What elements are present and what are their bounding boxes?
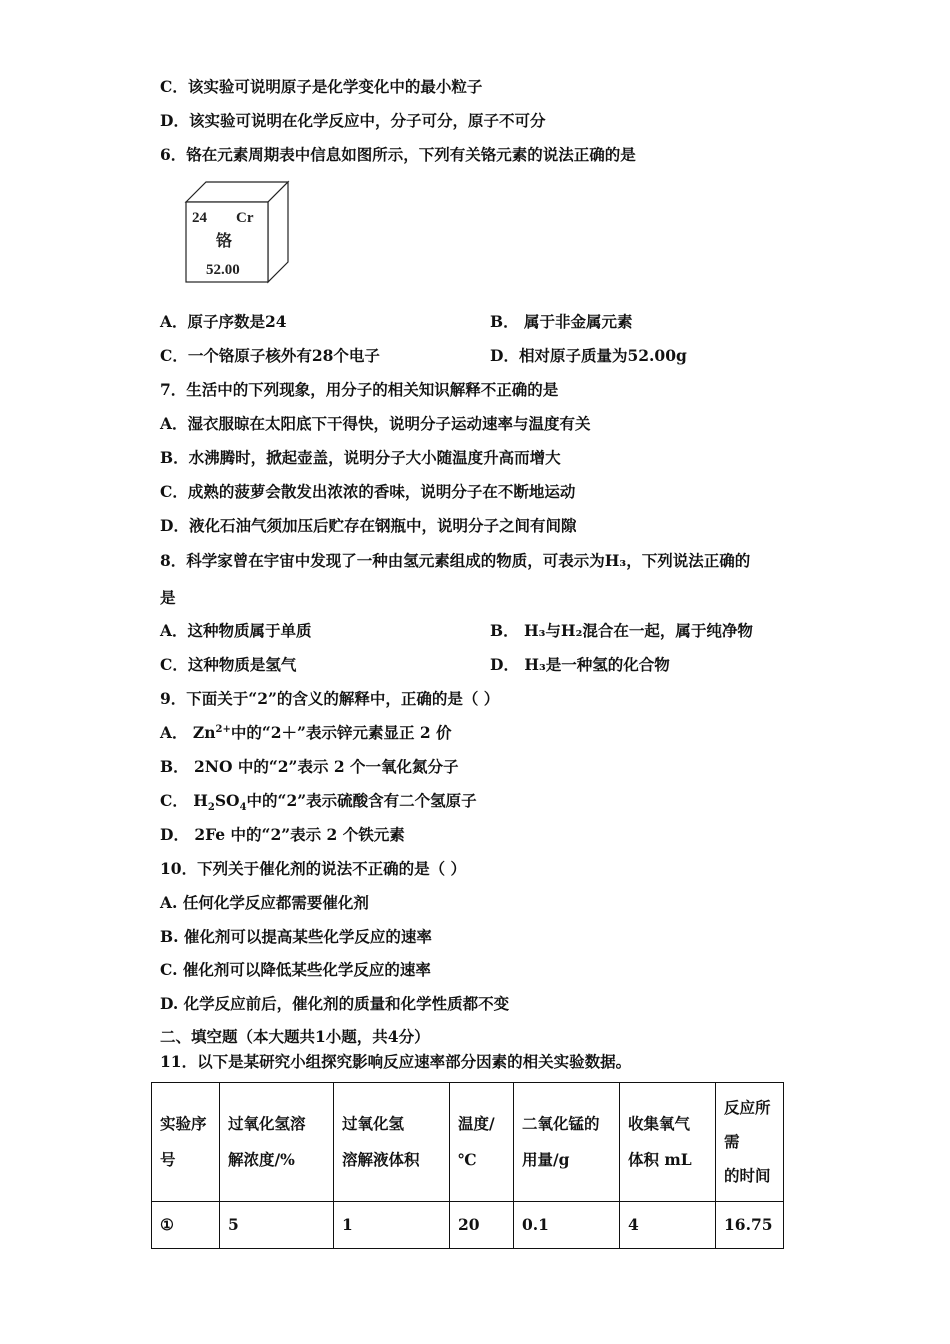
q8-option-d: D． H₃是一种氢的化合物 bbox=[490, 655, 670, 674]
q9-option-c bbox=[160, 791, 477, 814]
q9c-sub-2: 2 bbox=[207, 802, 215, 814]
table-header-cell: 过氧化氢 溶解液体积 bbox=[334, 1083, 450, 1202]
q6-option-b: B． 属于非金属元素 bbox=[490, 312, 633, 331]
element-symbol: Cr bbox=[236, 210, 254, 226]
table-cell: ① bbox=[152, 1202, 220, 1249]
table-cell: 1 bbox=[334, 1202, 450, 1249]
table-cell: 20 bbox=[450, 1202, 514, 1249]
table-header-row bbox=[152, 1083, 784, 1202]
q10-option-d: D. 化学反应前后，催化剂的质量和化学性质都不变 bbox=[160, 994, 510, 1013]
q6-option-c: C．一个铬原子核外有28个电子 bbox=[160, 346, 380, 365]
q7-option-d: D．液化石油气须加压后贮存在钢瓶中，说明分子之间有间隙 bbox=[160, 516, 577, 535]
q6-option-a: A．原子序数是24 bbox=[160, 312, 287, 331]
q9c-sub-4: 4 bbox=[239, 802, 247, 814]
q9c-text: 中的“2”表示硫酸含有二个氢原子 bbox=[246, 791, 477, 810]
q8-option-a: A．这种物质属于单质 bbox=[160, 621, 312, 640]
table-header-cell: 实验序 号 bbox=[152, 1083, 220, 1202]
q7-option-a: A．湿衣服晾在太阳底下干得快，说明分子运动速率与温度有关 bbox=[160, 414, 591, 433]
q9c-so: SO bbox=[214, 791, 240, 810]
table-row bbox=[152, 1202, 784, 1249]
q9c-prefix: C． H bbox=[160, 791, 208, 810]
table-cell: 5 bbox=[220, 1202, 334, 1249]
q9-stem: 9．下面关于“2”的含义的解释中，正确的是（ ） bbox=[160, 689, 500, 708]
q10-option-c: C. 催化剂可以降低某些化学反应的速率 bbox=[160, 960, 431, 979]
table-cell: 4 bbox=[620, 1202, 716, 1249]
q10-stem: 10．下列关于催化剂的说法不正确的是（ ） bbox=[160, 859, 466, 878]
experiment-data-table bbox=[151, 1082, 784, 1249]
q9a-prefix: A． Zn bbox=[160, 723, 216, 742]
q6-option-d: D．相对原子质量为52.00g bbox=[490, 346, 687, 365]
q8-stem-continued: 是 bbox=[160, 588, 176, 607]
q8-stem: 8．科学家曾在宇宙中发现了一种由氢元素组成的物质，可表示为H₃，下列说法正确的 bbox=[160, 551, 751, 570]
q10-option-b: B. 催化剂可以提高某些化学反应的速率 bbox=[160, 927, 432, 946]
atomic-mass: 52.00 bbox=[206, 262, 240, 278]
table-cell: 16.75 bbox=[716, 1202, 784, 1249]
q6-stem: 6．铬在元素周期表中信息如图所示，下列有关铬元素的说法正确的是 bbox=[160, 145, 636, 164]
q7-option-c: C．成熟的菠萝会散发出浓浓的香味，说明分子在不断地运动 bbox=[160, 482, 576, 501]
q9-option-a bbox=[160, 723, 452, 743]
q8-option-c: C．这种物质是氢气 bbox=[160, 655, 297, 674]
table-cell: 0.1 bbox=[514, 1202, 620, 1249]
q10-option-a: A. 任何化学反应都需要催化剂 bbox=[160, 893, 369, 912]
element-name: 铬 bbox=[216, 231, 233, 250]
q9-option-b: B． 2NO 中的“2”表示 2 个一氧化氮分子 bbox=[160, 757, 459, 776]
section-2-heading: 二、填空题（本大题共1小题，共4分） bbox=[160, 1027, 430, 1046]
q7-option-b: B．水沸腾时，掀起壶盖，说明分子大小随温度升高而增大 bbox=[160, 448, 561, 467]
q5-option-c: C．该实验可说明原子是化学变化中的最小粒子 bbox=[160, 77, 483, 96]
table-header-cell: 收集氧气 体积 mL bbox=[620, 1083, 716, 1202]
q9-option-d: D． 2Fe 中的“2”表示 2 个铁元素 bbox=[160, 825, 405, 844]
q8-option-b: B． H₃与H₂混合在一起，属于纯净物 bbox=[490, 621, 753, 640]
table-header-cell: 过氧化氢溶 解浓度/% bbox=[220, 1083, 334, 1202]
q7-stem: 7．生活中的下列现象，用分子的相关知识解释不正确的是 bbox=[160, 380, 559, 399]
table-header-cell: 温度/ ℃ bbox=[450, 1083, 514, 1202]
q9a-text: 中的“2＋”表示锌元素显正 2 价 bbox=[230, 723, 452, 742]
table-header-cell: 二氧化锰的 用量/g bbox=[514, 1083, 620, 1202]
atomic-number: 24 bbox=[192, 210, 207, 226]
table-header-cell: 反应所 需 的时间 bbox=[716, 1083, 784, 1202]
q11-stem: 11．以下是某研究小组探究影响反应速率部分因素的相关实验数据。 bbox=[160, 1052, 632, 1071]
q5-option-d: D．该实验可说明在化学反应中，分子可分，原子不可分 bbox=[160, 111, 546, 130]
q9a-charge: 2+ bbox=[215, 723, 231, 735]
chromium-periodic-cell bbox=[184, 180, 290, 284]
